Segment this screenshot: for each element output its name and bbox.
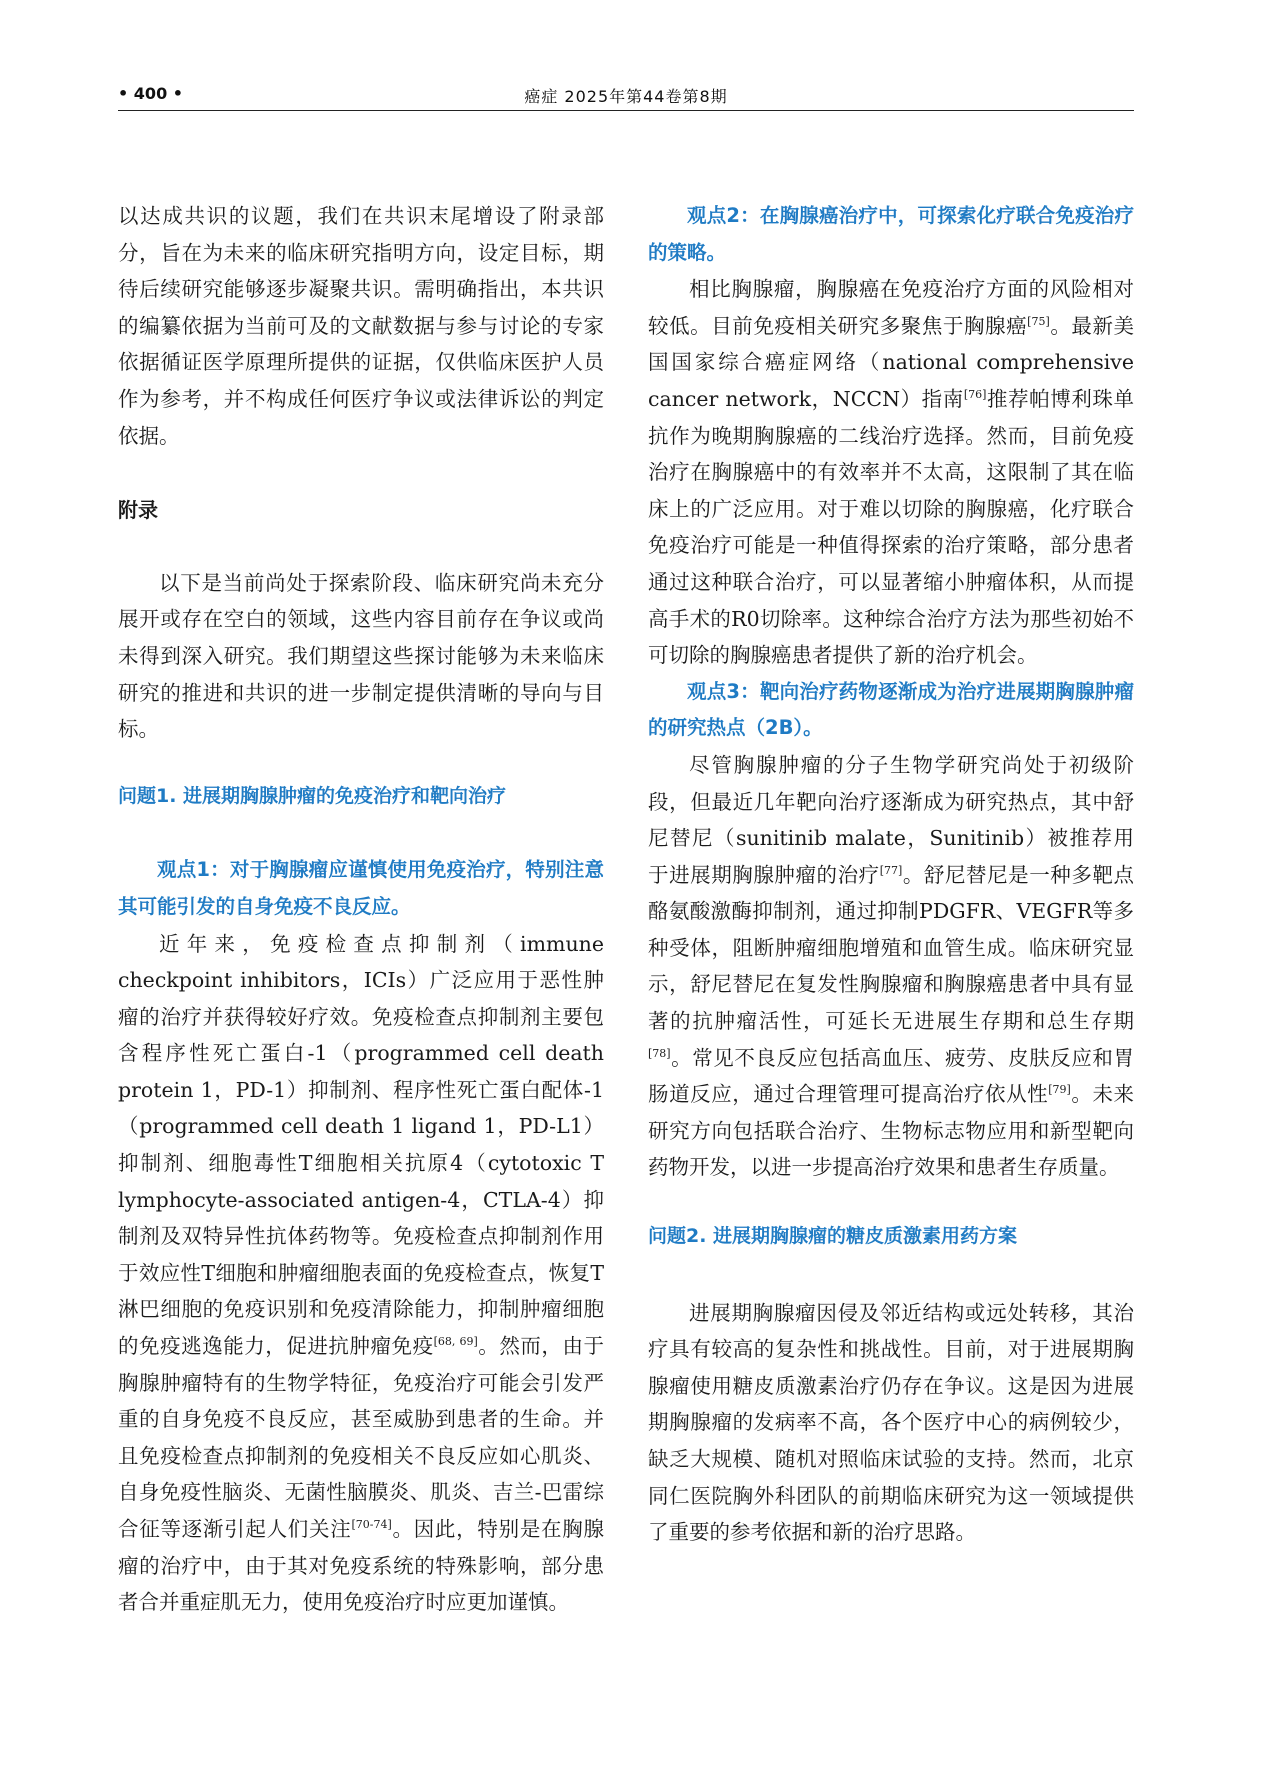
viewpoint-3: 观点3：靶向治疗药物逐渐成为治疗进展期胸腺肿瘤的研究热点（2B）。	[648, 679, 1134, 740]
immunotherapy-paragraph	[118, 926, 604, 1621]
page-number: • 400 •	[118, 84, 183, 103]
appendix-heading: 附录	[118, 498, 158, 523]
journal-title: 癌症 2025年第44卷第8期	[524, 87, 728, 106]
citation-76: [76]	[963, 388, 987, 402]
vp3-text-d: 。未来研究方向包括联合治疗、生物标志物应用和新型靶向药物开发，以进一步提高治疗效果和患者生存质量。	[648, 1082, 1135, 1180]
thymic-carcinoma-paragraph	[648, 271, 1134, 674]
running-header	[118, 78, 1134, 111]
appendix-paragraph: 以下是当前尚处于探索阶段、临床研究尚未充分展开或存在空白的领域，这些内容目前存在争议或尚未得到深入研究。我们期望这些探讨能够为未来临床研究的推进和共识的进一步制定提供清晰的导向与目标。	[118, 570, 604, 742]
question-1-heading: 问题1. 进展期胸腺肿瘤的免疫治疗和靶向治疗	[118, 784, 507, 807]
targeted-therapy-paragraph	[648, 747, 1134, 1186]
vp2-text-c: 推荐帕博利珠单抗作为晚期胸腺癌的二线治疗选择。然而，目前免疫治疗在胸腺癌中的有效率并不太高，这限制了其在临床上的广泛应用。对于难以切除的胸腺癌，化疗联合免疫治疗可能是一种值得探索的治疗策略，部分患者通过这种联合治疗，可以显著缩小肿瘤体积，从而提高手术的R0切除率。这种综合治疗方法为那些初始不可切除的胸腺癌患者提供了新的治疗机会。	[648, 386, 1135, 668]
vp2-text-a: 相比胸腺瘤，胸腺癌在免疫治疗方面的风险相对较低。目前免疫相关研究多聚焦于胸腺癌	[648, 277, 1134, 338]
immunotherapy-text-b: 。然而，由于胸腺肿瘤特有的生物学特征，免疫治疗可能会引发严重的自身免疫不良反应，甚至威胁到患者的生命。并且免疫检查点抑制剂的免疫相关不良反应如心肌炎、自身免疫性脑炎、无菌性脑膜炎、肌炎、吉兰-巴雷综合征等逐渐引起人们关注	[118, 1334, 605, 1541]
immunotherapy-text-a: 近年来，免疫检查点抑制剂（immune checkpoint inhibitors，ICIs）广泛应用于恶性肿瘤的治疗并获得较好疗效。免疫检查点抑制剂主要包含程序性死亡蛋白-1（programmed cell death protein 1，PD-1）抑制剂、程序性死亡蛋白配体-1（programmed cell death 1 ligand 1，PD-L1）抑制剂、细胞毒性T细胞相关抗原4（cytotoxic T lymphocyte-associated antigen-4，CTLA-4）抑制剂及双特异性抗体药物等。免疫检查点抑制剂作用于效应性T细胞和肿瘤细胞表面的免疫检查点，恢复T淋巴细胞的免疫识别和免疫清除能力，抑制肿瘤细胞的免疫逃逸能力，促进抗肿瘤免疫	[118, 931, 604, 1359]
immunotherapy-text-c: 。因此，特别是在胸腺瘤的治疗中，由于其对免疫系统的特殊影响，部分患者合并重症肌无力，使用免疫治疗时应更加谨慎。	[118, 1517, 605, 1615]
intro-paragraph: 以达成共识的议题，我们在共识末尾增设了附录部分，旨在为未来的临床研究指明方向，设定目标，期待后续研究能够逐步凝聚共识。需明确指出，本共识的编纂依据为当前可及的文献数据与参与讨论的专家依据循证医学原理所提供的证据，仅供临床医护人员作为参考，并不构成任何医疗争议或法律诉讼的判定依据。	[118, 204, 604, 448]
question-2-heading: 问题2. 进展期胸腺瘤的糖皮质激素用药方案	[648, 1225, 1018, 1248]
citation-78: [78]	[648, 1046, 671, 1060]
citation-75: [75]	[1027, 314, 1050, 328]
vp2-text-b: 。最新美国国家综合癌症网络（national comprehensive cancer network，NCCN）指南	[648, 313, 1135, 411]
citation-77: [77]	[879, 863, 903, 877]
citation-68-69: [68, 69]	[433, 1335, 478, 1349]
citation-70-74: [70-74]	[351, 1518, 392, 1532]
vp3-text-c: 。常见不良反应包括高血压、疲劳、皮肤反应和胃肠道反应，通过合理管理可提高治疗依从性	[648, 1045, 1134, 1107]
glucocorticoid-paragraph: 进展期胸腺瘤因侵及邻近结构或远处转移，其治疗具有较高的复杂性和挑战性。目前，对于进展期胸腺瘤使用糖皮质激素治疗仍存在争议。这是因为进展期胸腺瘤的发病率不高，各个医疗中心的病例较少，缺乏大规模、随机对照临床试验的支持。然而，北京同仁医院胸外科团队的前期临床研究为这一领域提供了重要的参考依据和新的治疗思路。	[648, 1300, 1134, 1545]
viewpoint-1: 观点1：对于胸腺瘤应谨慎使用免疫治疗，特别注意其可能引发的自身免疫不良反应。	[118, 858, 604, 918]
right-column	[648, 198, 1134, 1551]
left-column	[118, 198, 604, 1621]
viewpoint-2: 观点2：在胸腺癌治疗中，可探索化疗联合免疫治疗的策略。	[648, 204, 1134, 264]
citation-79: [79]	[1048, 1083, 1071, 1097]
vp3-text-b: 。舒尼替尼是一种多靶点酪氨酸激酶抑制剂，通过抑制PDGFR、VEGFR等多种受体，阻断肿瘤细胞增殖和血管生成。临床研究显示，舒尼替尼在复发性胸腺瘤和胸腺癌患者中具有显著的抗肿瘤活性，可延长无进展生存期和总生存期	[648, 862, 1134, 1034]
vp3-text-a: 尽管胸腺肿瘤的分子生物学研究尚处于初级阶段，但最近几年靶向治疗逐渐成为研究热点，其中舒尼替尼（sunitinib malate，Sunitinib）被推荐用于进展期胸腺肿瘤的治疗	[648, 752, 1134, 887]
